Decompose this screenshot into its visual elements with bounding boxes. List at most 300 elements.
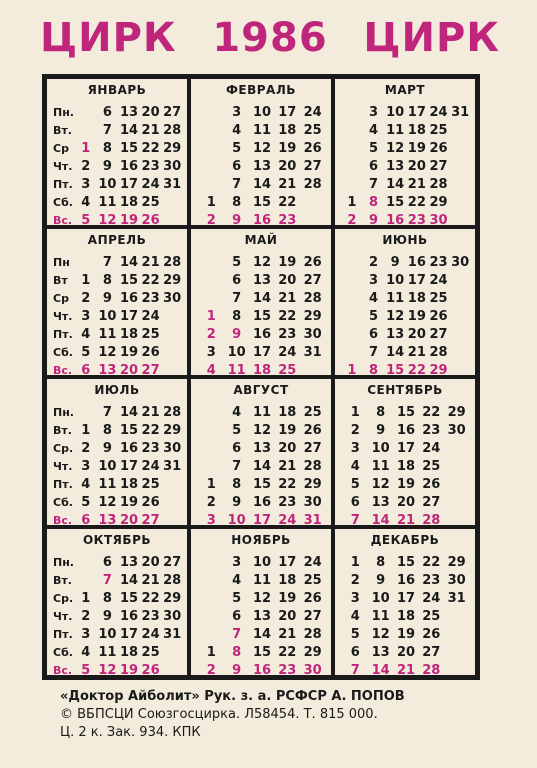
title-year: 1986 — [212, 15, 328, 61]
day-number: 24 — [141, 627, 160, 642]
day-number: 29 — [447, 405, 466, 420]
title-left: ЦИРК — [40, 15, 177, 61]
day-number: 9 — [102, 609, 112, 624]
day-number: 15 — [119, 423, 139, 438]
day-number: 9 — [390, 255, 400, 270]
day-number: 17 — [278, 105, 297, 120]
day-number — [200, 176, 222, 194]
day-number: 1 — [350, 405, 360, 420]
day-number: 11 — [252, 123, 272, 138]
day-number: 3 — [206, 513, 216, 527]
day-number: 4 — [206, 363, 216, 377]
day-number: 19 — [278, 423, 297, 438]
day-number: 8 — [376, 405, 386, 420]
day-number: 10 — [371, 591, 390, 606]
day-number: 17 — [396, 591, 416, 606]
week-columns — [75, 404, 183, 527]
weekday-label: Вс. — [53, 364, 73, 377]
day-number: 3 — [81, 459, 91, 474]
day-number: 11 — [371, 609, 390, 624]
weekday-label: Пт. — [53, 178, 73, 191]
day-number: 24 — [303, 105, 322, 120]
day-number: 26 — [141, 663, 160, 677]
day-number: 28 — [303, 291, 322, 306]
day-number: 30 — [163, 441, 182, 456]
day-number: 2 — [81, 291, 91, 306]
weekday-label: Пн. — [53, 406, 74, 419]
week-columns — [75, 104, 183, 227]
day-number: 17 — [119, 459, 139, 474]
week-column — [276, 104, 298, 227]
week-column — [226, 104, 248, 227]
day-number: 28 — [422, 513, 441, 527]
day-number: 13 — [371, 645, 390, 660]
week-column — [449, 254, 471, 377]
day-number: 24 — [278, 513, 297, 527]
day-number: 28 — [163, 573, 182, 588]
day-number: 24 — [303, 555, 322, 570]
day-number: 14 — [371, 513, 390, 527]
day-number: 7 — [232, 177, 242, 192]
day-number: 3 — [232, 105, 242, 120]
day-number: 12 — [98, 213, 117, 227]
day-number: 11 — [98, 195, 117, 210]
day-number: 1 — [81, 141, 91, 156]
day-number — [446, 512, 468, 527]
day-number — [446, 458, 468, 476]
week-column — [140, 254, 162, 377]
day-number: 21 — [407, 345, 426, 360]
day-number: 18 — [119, 195, 139, 210]
day-number: 30 — [303, 327, 322, 342]
day-number — [341, 176, 363, 194]
day-number: 30 — [163, 291, 182, 306]
day-number: 22 — [422, 555, 441, 570]
day-number: 5 — [232, 591, 242, 606]
day-number: 12 — [371, 477, 390, 492]
week-column — [406, 254, 428, 377]
week-column — [118, 404, 140, 527]
day-number: 15 — [119, 273, 139, 288]
day-number: 5 — [232, 141, 242, 156]
day-number: 25 — [141, 477, 160, 492]
day-number: 4 — [350, 459, 360, 474]
month-5 — [189, 227, 333, 377]
day-number: 29 — [163, 591, 182, 606]
day-number — [161, 644, 183, 662]
week-column — [344, 404, 366, 527]
day-number: 2 — [206, 327, 216, 342]
weekday-label: Вс. — [53, 214, 73, 227]
day-number: 11 — [98, 645, 117, 660]
week-columns — [341, 254, 471, 377]
week-column — [226, 254, 248, 377]
day-number — [75, 404, 97, 422]
day-number: 25 — [303, 573, 322, 588]
day-number: 1 — [81, 273, 91, 288]
day-number: 6 — [368, 159, 379, 174]
day-number — [200, 254, 222, 272]
day-number: 29 — [429, 195, 448, 210]
day-number: 23 — [278, 213, 297, 227]
day-number: 3 — [232, 555, 242, 570]
day-number: 15 — [252, 645, 272, 660]
day-number: 1 — [206, 309, 216, 324]
week-column — [161, 404, 183, 527]
day-number: 3 — [368, 273, 379, 288]
day-number: 31 — [163, 627, 182, 642]
week-column — [384, 254, 406, 377]
day-number: 13 — [98, 363, 117, 377]
day-number: 12 — [98, 495, 117, 510]
weekday-label: Вт. — [53, 574, 72, 587]
week-columns — [75, 554, 183, 677]
day-number: 15 — [119, 141, 139, 156]
day-number: 30 — [451, 255, 470, 270]
day-number: 5 — [232, 423, 242, 438]
day-number: 18 — [278, 123, 297, 138]
month-name: АПРЕЛЬ — [87, 233, 147, 247]
week-column — [161, 254, 183, 377]
weekday-label: Сб. — [53, 496, 73, 509]
day-number: 10 — [386, 273, 405, 288]
week-column — [395, 404, 417, 527]
day-number: 19 — [278, 591, 297, 606]
day-number: 18 — [396, 459, 416, 474]
day-number: 3 — [350, 441, 360, 456]
day-number: 1 — [350, 555, 360, 570]
day-number: 18 — [278, 573, 297, 588]
day-number: 23 — [141, 609, 160, 624]
day-number — [449, 326, 471, 344]
day-number: 10 — [98, 309, 117, 324]
day-number: 20 — [141, 105, 160, 120]
day-number: 2 — [81, 441, 91, 456]
week-column — [118, 554, 140, 677]
day-number: 11 — [386, 123, 405, 138]
day-number: 9 — [102, 159, 112, 174]
month-3 — [333, 77, 477, 227]
day-number: 28 — [429, 345, 448, 360]
day-number: 28 — [303, 459, 322, 474]
day-number: 25 — [141, 195, 160, 210]
day-number: 23 — [141, 441, 160, 456]
day-number: 27 — [429, 159, 448, 174]
day-number: 6 — [232, 273, 242, 288]
week-column — [302, 404, 324, 527]
day-number: 12 — [98, 663, 117, 677]
day-number — [161, 212, 183, 227]
weekday-label: Вс. — [53, 664, 73, 677]
day-number: 27 — [422, 495, 441, 510]
month-4 — [45, 227, 189, 377]
day-number — [449, 290, 471, 308]
day-number: 12 — [252, 423, 272, 438]
day-number — [200, 440, 222, 458]
day-number: 22 — [278, 477, 297, 492]
day-number: 20 — [396, 495, 416, 510]
week-column — [140, 554, 162, 677]
week-column — [276, 254, 298, 377]
day-number: 21 — [141, 405, 160, 420]
day-number: 14 — [252, 459, 272, 474]
day-number: 23 — [278, 663, 297, 677]
month-11 — [189, 527, 333, 677]
imprint-line-2: © ВБПСЦИ Союзгосцирка. Л58454. Т. 815 000. — [60, 707, 378, 722]
day-number: 7 — [102, 573, 112, 588]
day-number — [200, 554, 222, 572]
day-number: 21 — [141, 123, 160, 138]
day-number: 25 — [429, 291, 448, 306]
day-number: 24 — [422, 591, 441, 606]
day-number: 8 — [102, 273, 112, 288]
day-number: 31 — [303, 513, 322, 527]
day-number: 19 — [119, 663, 139, 677]
day-number — [200, 290, 222, 308]
day-number: 15 — [396, 555, 416, 570]
day-number: 8 — [232, 309, 242, 324]
day-number: 23 — [141, 159, 160, 174]
week-column — [75, 404, 97, 527]
day-number — [161, 476, 183, 494]
day-number: 9 — [376, 573, 386, 588]
week-column — [97, 254, 119, 377]
day-number: 24 — [278, 345, 297, 360]
day-number: 3 — [81, 627, 91, 642]
day-number: 14 — [252, 177, 272, 192]
week-column — [449, 104, 471, 227]
month-name: ДЕКАБРЬ — [370, 533, 440, 547]
week-columns — [197, 404, 327, 527]
day-number: 7 — [350, 663, 360, 677]
day-number — [161, 362, 183, 377]
day-number: 27 — [163, 555, 182, 570]
week-column — [370, 404, 392, 527]
day-number — [75, 104, 97, 122]
day-number: 17 — [407, 105, 426, 120]
day-number — [341, 122, 363, 140]
day-number: 19 — [278, 141, 297, 156]
day-number: 11 — [227, 363, 246, 377]
week-column — [420, 404, 442, 527]
day-number — [302, 362, 324, 377]
day-number: 14 — [119, 573, 139, 588]
day-number — [449, 122, 471, 140]
day-number: 8 — [376, 555, 386, 570]
day-number: 26 — [429, 309, 448, 324]
day-number: 15 — [119, 591, 139, 606]
week-column — [200, 554, 222, 677]
day-number: 2 — [347, 213, 357, 227]
day-number — [200, 590, 222, 608]
weekday-label: Пн. — [53, 556, 74, 569]
day-number: 8 — [368, 195, 379, 210]
day-number: 24 — [429, 105, 448, 120]
week-column — [200, 254, 222, 377]
week-columns — [197, 554, 327, 677]
day-number: 1 — [206, 477, 216, 492]
day-number: 15 — [252, 195, 272, 210]
day-number: 26 — [303, 591, 322, 606]
month-8 — [189, 377, 333, 527]
day-number: 13 — [119, 105, 139, 120]
day-number: 13 — [252, 609, 272, 624]
weekday-label: Ср. — [53, 592, 74, 605]
day-number: 7 — [232, 459, 242, 474]
day-number: 10 — [252, 105, 272, 120]
week-column — [406, 104, 428, 227]
day-number: 12 — [371, 627, 390, 642]
day-number: 9 — [376, 423, 386, 438]
day-number: 9 — [368, 213, 379, 227]
week-columns — [197, 254, 327, 377]
week-column — [97, 404, 119, 527]
calendar-title — [40, 8, 500, 68]
weekday-label: Ср — [53, 142, 69, 155]
week-column — [75, 254, 97, 377]
day-number: 9 — [232, 663, 242, 677]
day-number: 25 — [303, 123, 322, 138]
day-number: 22 — [278, 195, 297, 210]
day-number: 25 — [141, 327, 160, 342]
day-number: 16 — [407, 255, 426, 270]
day-number — [341, 308, 363, 326]
weekday-label: Вт. — [53, 124, 72, 137]
day-number: 20 — [141, 555, 160, 570]
month-name: СЕНТЯБРЬ — [367, 383, 443, 397]
day-number: 11 — [371, 459, 390, 474]
day-number: 19 — [407, 141, 426, 156]
day-number: 18 — [407, 123, 426, 138]
day-number: 22 — [141, 141, 160, 156]
day-number: 19 — [278, 255, 297, 270]
day-number: 10 — [227, 345, 246, 360]
day-number: 5 — [368, 309, 379, 324]
day-number: 7 — [350, 513, 360, 527]
week-column — [428, 254, 450, 377]
day-number: 26 — [422, 627, 441, 642]
day-number: 6 — [232, 159, 242, 174]
day-number: 7 — [102, 405, 112, 420]
week-column — [370, 554, 392, 677]
week-column — [302, 554, 324, 677]
week-columns — [341, 104, 471, 227]
day-number: 6 — [102, 555, 112, 570]
day-number — [446, 476, 468, 494]
day-number: 27 — [303, 159, 322, 174]
day-number — [449, 176, 471, 194]
day-number: 21 — [278, 177, 297, 192]
day-number: 21 — [278, 291, 297, 306]
day-number: 30 — [429, 213, 448, 227]
day-number: 15 — [252, 477, 272, 492]
day-number: 24 — [141, 177, 160, 192]
week-column — [302, 104, 324, 227]
week-column — [200, 404, 222, 527]
day-number: 20 — [119, 513, 139, 527]
day-number: 13 — [386, 159, 405, 174]
month-name: ОКТЯБРЬ — [82, 533, 152, 547]
day-number: 21 — [396, 663, 416, 677]
day-number: 1 — [347, 363, 357, 377]
day-number: 12 — [252, 591, 272, 606]
day-number: 7 — [368, 345, 379, 360]
day-number: 3 — [81, 177, 91, 192]
weekday-label: Вт — [53, 274, 68, 287]
day-number: 31 — [451, 105, 470, 120]
day-number — [200, 458, 222, 476]
day-number — [75, 122, 97, 140]
weekday-labels — [53, 554, 74, 677]
day-number: 17 — [119, 309, 139, 324]
day-number: 4 — [232, 123, 242, 138]
day-number: 31 — [303, 345, 322, 360]
weekday-label: Пн. — [53, 106, 74, 119]
day-number: 14 — [119, 123, 139, 138]
day-number: 25 — [278, 363, 297, 377]
day-number — [200, 608, 222, 626]
weekday-label: Чт. — [53, 610, 73, 623]
week-column — [395, 554, 417, 677]
week-column — [363, 254, 385, 377]
day-number: 11 — [98, 477, 117, 492]
day-number: 19 — [119, 345, 139, 360]
day-number: 12 — [98, 345, 117, 360]
day-number: 21 — [141, 573, 160, 588]
day-number: 9 — [102, 441, 112, 456]
day-number: 8 — [102, 141, 112, 156]
weekday-label: Ср — [53, 292, 69, 305]
day-number: 29 — [303, 645, 322, 660]
day-number — [302, 212, 324, 227]
week-column — [226, 554, 248, 677]
day-number: 30 — [163, 609, 182, 624]
month-name: ИЮНЬ — [382, 233, 428, 247]
day-number — [449, 212, 471, 227]
day-number: 29 — [163, 141, 182, 156]
weekday-label: Чт. — [53, 160, 73, 173]
day-number: 10 — [98, 459, 117, 474]
day-number: 28 — [429, 177, 448, 192]
day-number: 10 — [252, 555, 272, 570]
day-number: 30 — [303, 495, 322, 510]
day-number: 26 — [141, 213, 160, 227]
week-column — [226, 404, 248, 527]
day-number — [341, 104, 363, 122]
month-10 — [45, 527, 189, 677]
day-number: 15 — [252, 309, 272, 324]
day-number: 16 — [252, 213, 272, 227]
day-number: 10 — [227, 513, 246, 527]
day-number: 23 — [422, 423, 441, 438]
day-number: 26 — [141, 495, 160, 510]
day-number: 19 — [407, 309, 426, 324]
day-number — [446, 644, 468, 662]
day-number: 22 — [278, 309, 297, 324]
day-number: 30 — [163, 159, 182, 174]
weekday-labels — [53, 254, 73, 377]
month-name: АВГУСТ — [233, 383, 289, 397]
day-number: 4 — [350, 609, 360, 624]
day-number: 25 — [422, 609, 441, 624]
day-number: 21 — [396, 513, 416, 527]
day-number: 23 — [141, 291, 160, 306]
day-number: 11 — [252, 405, 272, 420]
day-number: 13 — [252, 273, 272, 288]
month-name: МАЙ — [244, 233, 278, 247]
day-number: 16 — [119, 609, 139, 624]
day-number: 9 — [232, 213, 242, 227]
